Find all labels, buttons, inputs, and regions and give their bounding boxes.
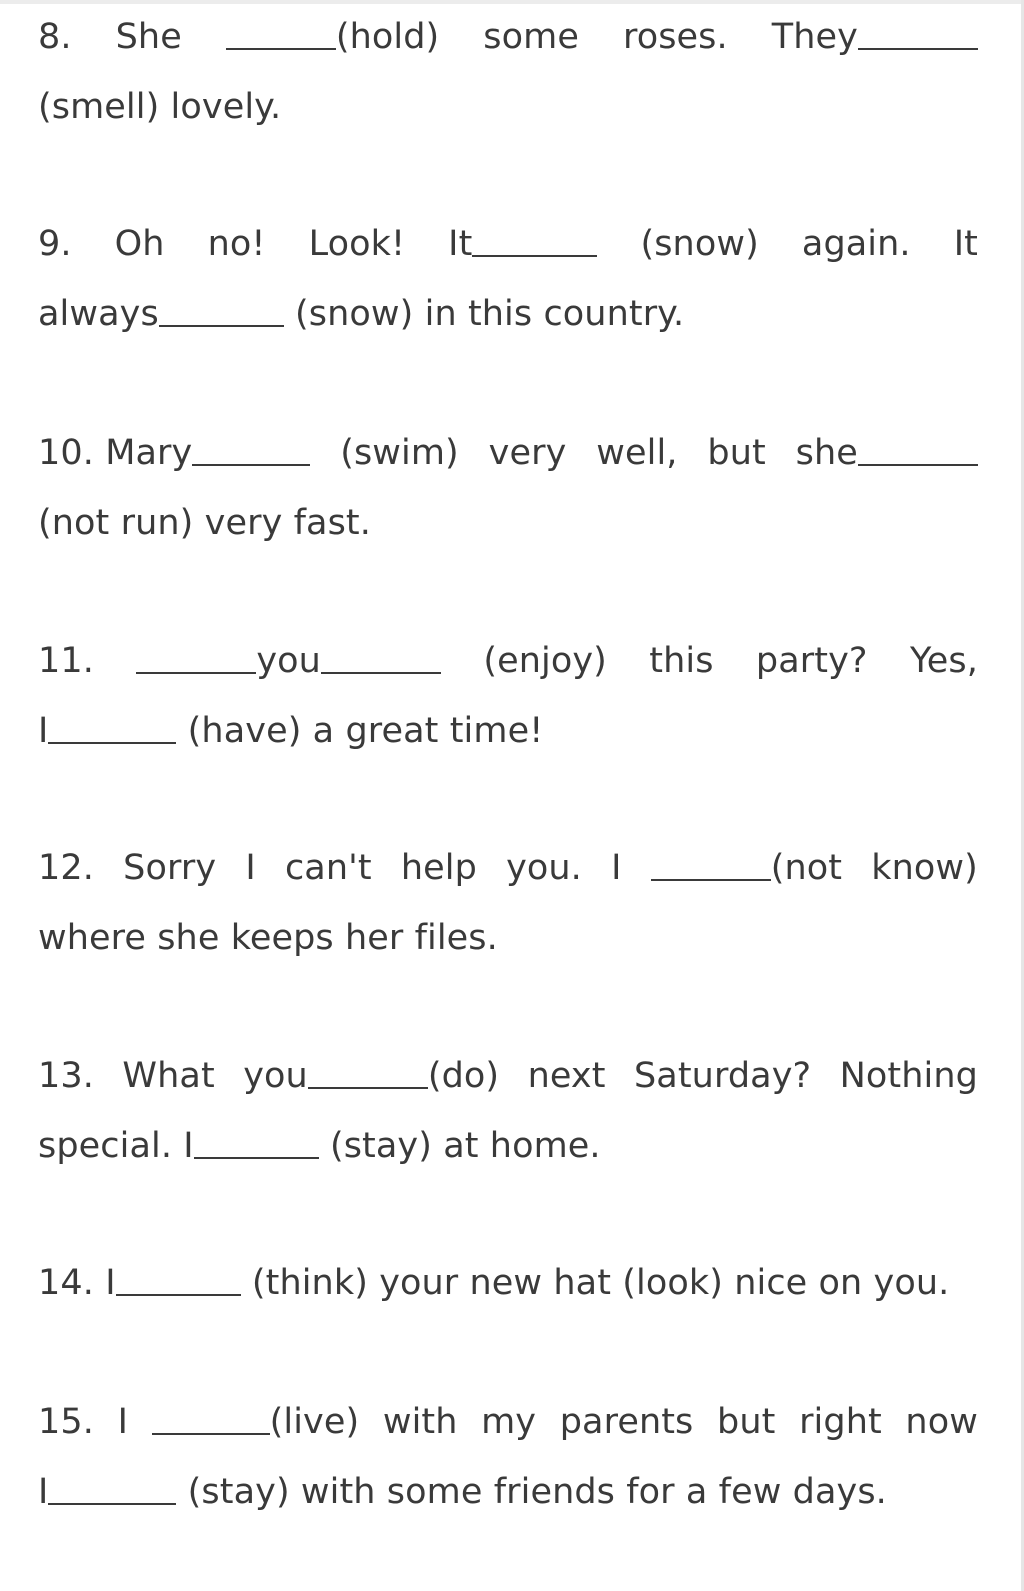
word: you <box>243 1056 308 1096</box>
blank-group <box>226 2 439 72</box>
word: help <box>400 848 477 888</box>
blank-group <box>448 209 597 279</box>
word: What <box>122 1056 215 1096</box>
word: It <box>953 224 978 264</box>
word: but <box>717 1402 776 1442</box>
answer-blank[interactable] <box>858 464 978 466</box>
exercise-12-line-2: where she keeps her files. <box>38 918 498 958</box>
verb-hint: (live) <box>269 1402 360 1442</box>
line-text: (think) your new hat (look) nice on you. <box>251 1263 950 1303</box>
exercise-15 <box>38 1387 978 1527</box>
word: very <box>488 433 567 473</box>
word: I <box>117 1402 129 1442</box>
exercise-number: 15. <box>38 1402 94 1442</box>
word: Look! <box>308 224 406 264</box>
line-text: (stay) at home. <box>329 1126 601 1166</box>
answer-blank[interactable] <box>194 1157 319 1159</box>
exercise-number: 8. <box>38 17 72 57</box>
exercise-number: 14. <box>38 1263 94 1303</box>
answer-blank[interactable] <box>308 1087 428 1089</box>
word: I <box>611 848 622 888</box>
blank-group <box>796 418 978 488</box>
exercise-10-line-2: (not run) very fast. <box>38 503 371 543</box>
exercise-8-line-1 <box>38 2 978 72</box>
answer-blank[interactable] <box>159 325 284 327</box>
blank-group <box>772 2 978 72</box>
word: some <box>483 17 579 57</box>
line-text: special. I <box>38 1126 194 1166</box>
verb-hint: know) <box>871 848 978 888</box>
word: Oh <box>114 224 165 264</box>
answer-blank[interactable] <box>651 879 771 881</box>
answer-blank[interactable] <box>226 48 336 50</box>
exercise-11 <box>38 626 978 766</box>
verb-hint: (not <box>770 848 843 888</box>
blank-group <box>243 1041 499 1111</box>
word: can't <box>284 848 372 888</box>
verb-hint: (swim) <box>340 433 459 473</box>
exercise-8 <box>38 2 978 142</box>
word: no! <box>207 224 266 264</box>
answer-blank[interactable] <box>192 464 310 466</box>
word: roses. <box>622 17 728 57</box>
exercise-14 <box>38 1248 978 1318</box>
word: Yes, <box>909 641 978 681</box>
word: Mary <box>105 433 193 473</box>
word: she <box>795 433 858 473</box>
word: next <box>527 1056 606 1096</box>
word: Nothing <box>839 1056 978 1096</box>
line-text: I <box>38 711 49 751</box>
verb-hint: (do) <box>427 1056 500 1096</box>
exercise-9-line-1 <box>38 209 978 279</box>
word: my <box>481 1402 537 1442</box>
exercise-13 <box>38 1041 978 1181</box>
word: I <box>245 848 256 888</box>
word: She <box>115 17 182 57</box>
line-text: (stay) with some friends for a few days. <box>187 1472 887 1512</box>
verb-hint: (snow) <box>640 224 759 264</box>
exercise-11-line-1 <box>38 626 978 696</box>
line-text: I <box>105 1263 116 1303</box>
exercise-number: 9. <box>38 224 72 264</box>
exercise-number: 13. <box>38 1056 94 1096</box>
exercise-number: 10. <box>38 433 94 473</box>
answer-blank[interactable] <box>48 742 176 744</box>
word: They <box>771 17 858 57</box>
exercise-number: 11. <box>38 641 94 681</box>
exercise-8-line-2: (smell) lovely. <box>38 87 282 127</box>
answer-blank[interactable] <box>472 255 597 257</box>
word: you. <box>506 848 582 888</box>
exercise-13-line-2 <box>38 1111 978 1181</box>
verb-hint: (enjoy) <box>483 641 607 681</box>
word: It <box>448 224 473 264</box>
answer-blank[interactable] <box>48 1503 176 1505</box>
exercise-11-line-2 <box>38 696 978 766</box>
word: parents <box>559 1402 694 1442</box>
word: you <box>256 641 321 681</box>
word: Saturday? <box>633 1056 812 1096</box>
blank-group <box>152 1387 360 1457</box>
exercise-15-line-1 <box>38 1387 978 1457</box>
exercise-13-line-1 <box>38 1041 978 1111</box>
word: Sorry <box>123 848 217 888</box>
word: again. <box>801 224 911 264</box>
exercise-12-line-1 <box>38 833 978 903</box>
exercise-14-line-1 <box>38 1248 978 1318</box>
answer-blank[interactable] <box>136 672 256 674</box>
exercise-10 <box>38 418 978 558</box>
exercise-10-line-1 <box>38 418 978 488</box>
blank-group <box>38 418 310 488</box>
word: with <box>382 1402 458 1442</box>
blank-group <box>136 626 441 696</box>
exercise-12 <box>38 833 978 973</box>
line-text: (have) a great time! <box>187 711 544 751</box>
answer-blank[interactable] <box>858 48 978 50</box>
exercise-9-line-2 <box>38 279 978 349</box>
word: right <box>799 1402 882 1442</box>
word: well, <box>596 433 678 473</box>
word: now <box>905 1402 978 1442</box>
exercise-15-line-2 <box>38 1457 978 1527</box>
word: party? <box>755 641 868 681</box>
exercise-9 <box>38 209 978 349</box>
line-text: always <box>38 294 159 334</box>
answer-blank[interactable] <box>116 1294 241 1296</box>
word: but <box>707 433 766 473</box>
exercise-number: 12. <box>38 848 94 888</box>
answer-blank[interactable] <box>152 1433 270 1435</box>
line-text: I <box>38 1472 49 1512</box>
line-text: (snow) in this country. <box>295 294 685 334</box>
verb-hint: (hold) <box>335 17 440 57</box>
word: this <box>649 641 714 681</box>
blank-group <box>651 833 842 903</box>
answer-blank[interactable] <box>321 672 441 674</box>
